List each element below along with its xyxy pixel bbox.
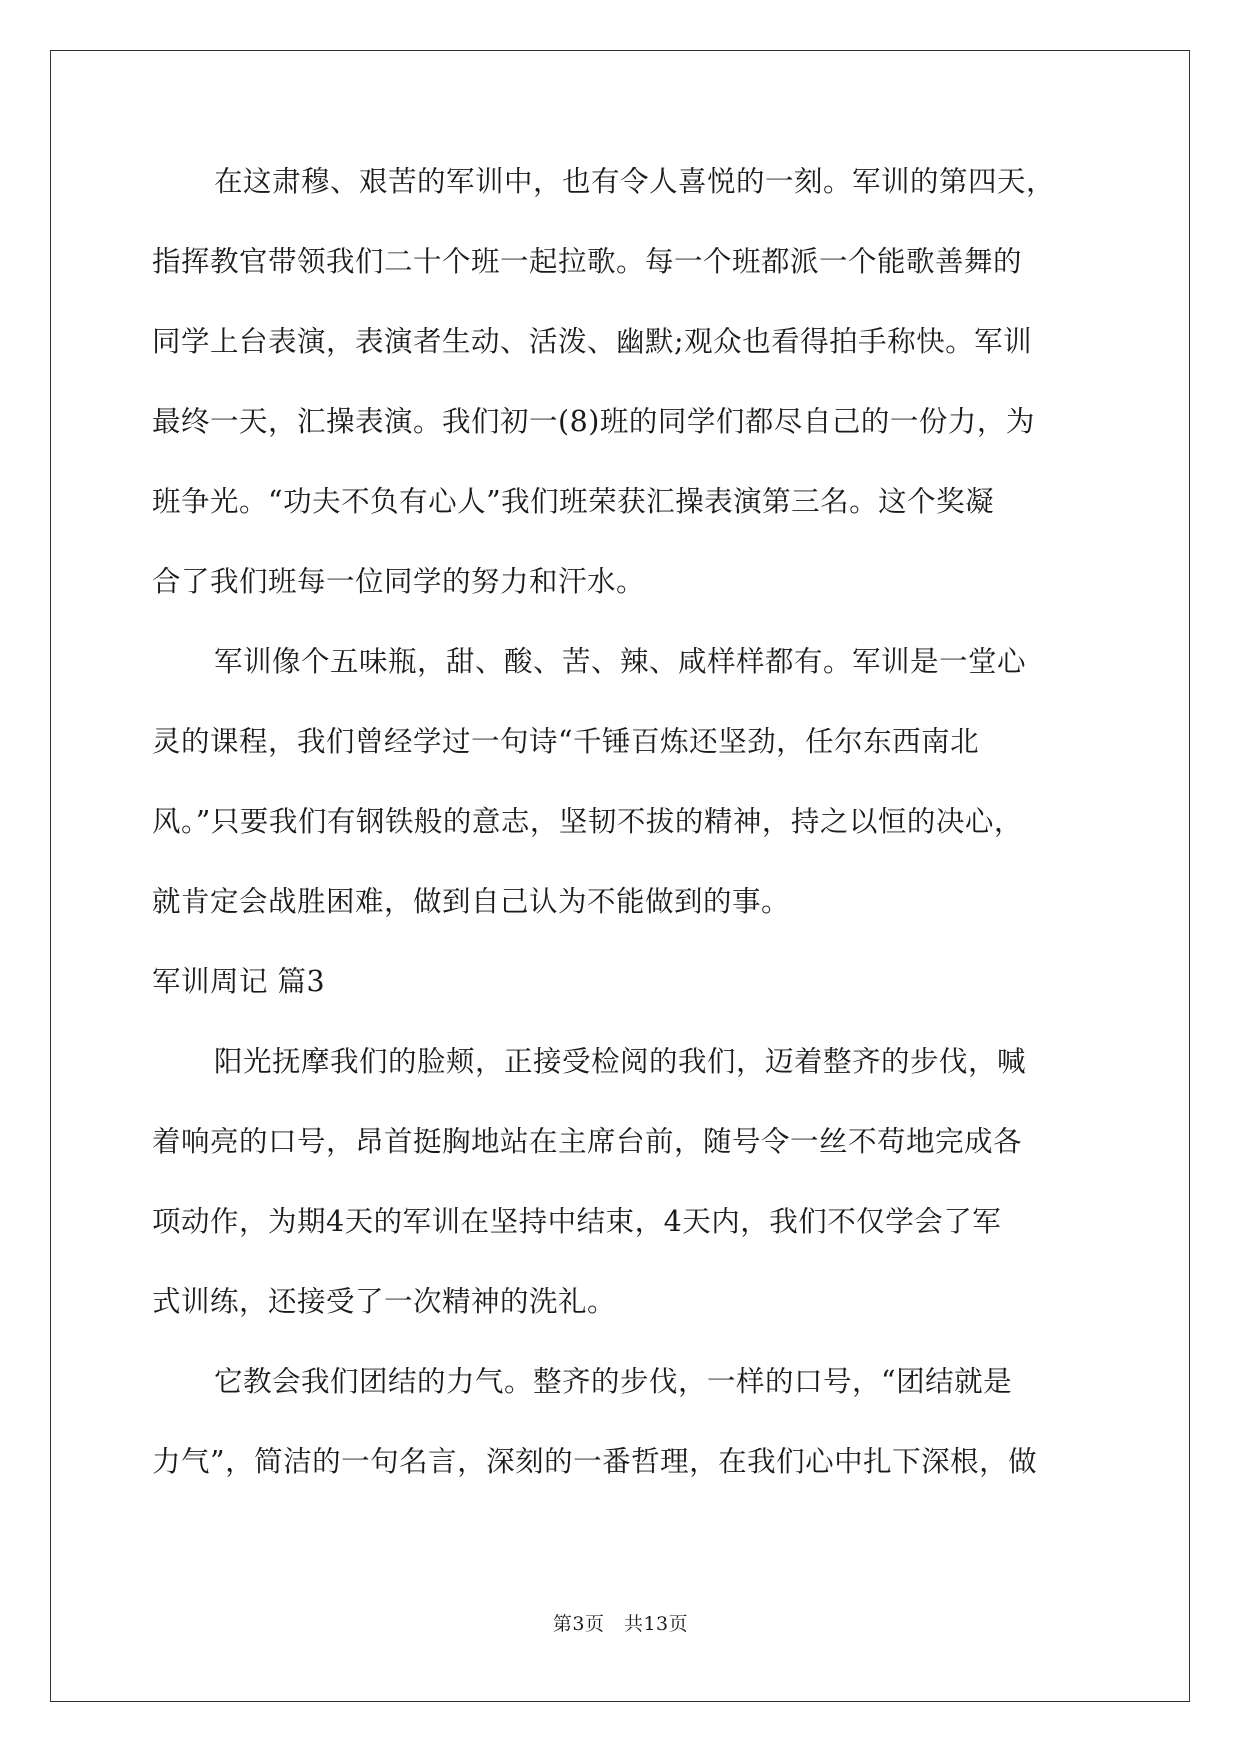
paragraph-3-line-4: 式训练，还接受了一次精神的洗礼。 bbox=[152, 1285, 617, 1318]
paragraph-2-line-2: 灵的课程，我们曾经学过一句诗“千锤百炼还坚劲，任尔东西南北 bbox=[152, 725, 980, 758]
paragraph-1-line-3: 同学上台表演，表演者生动、活泼、幽默;观众也看得拍手称快。军训 bbox=[152, 325, 1033, 358]
page-number-footer: 第3页 共13页 bbox=[552, 1613, 689, 1635]
paragraph-1-line-1: 在这肃穆、艰苦的军训中，也有令人喜悦的一刻。军训的第四天， bbox=[214, 165, 1056, 198]
paragraph-1-line-6: 合了我们班每一位同学的努力和汗水。 bbox=[152, 565, 646, 598]
paragraph-3-line-3: 项动作，为期4天的军训在坚持中结束，4天内，我们不仅学会了军 bbox=[152, 1205, 1002, 1238]
paragraph-1-line-4: 最终一天，汇操表演。我们初一(8)班的同学们都尽自己的一份力，为 bbox=[152, 405, 1035, 438]
paragraph-1-line-2: 指挥教官带领我们二十个班一起拉歌。每一个班都派一个能歌善舞的 bbox=[152, 245, 1023, 278]
paragraph-1-line-5: 班争光。“功夫不负有心人”我们班荣获汇操表演第三名。这个奖凝 bbox=[152, 485, 995, 518]
paragraph-3-line-2: 着响亮的口号，昂首挺胸地站在主席台前，随号令一丝不苟地完成各 bbox=[152, 1125, 1023, 1158]
paragraph-2-line-1: 军训像个五味瓶，甜、酸、苦、辣、咸样样都有。军训是一堂心 bbox=[214, 645, 1027, 678]
paragraph-2-line-4: 就肯定会战胜困难，做到自己认为不能做到的事。 bbox=[152, 885, 791, 918]
paragraph-4-line-2: 力气”，简洁的一句名言，深刻的一番哲理，在我们心中扎下深根，做 bbox=[152, 1445, 1038, 1478]
paragraph-4-line-1: 它教会我们团结的力气。整齐的步伐，一样的口号，“团结就是 bbox=[214, 1365, 1013, 1398]
paragraph-3-line-1: 阳光抚摩我们的脸颊，正接受检阅的我们，迈着整齐的步伐，喊 bbox=[214, 1045, 1027, 1078]
paragraph-2-line-3: 风。”只要我们有钢铁般的意志，坚韧不拔的精神，持之以恒的决心， bbox=[152, 805, 1023, 838]
section-heading: 军训周记 篇3 bbox=[152, 965, 326, 998]
